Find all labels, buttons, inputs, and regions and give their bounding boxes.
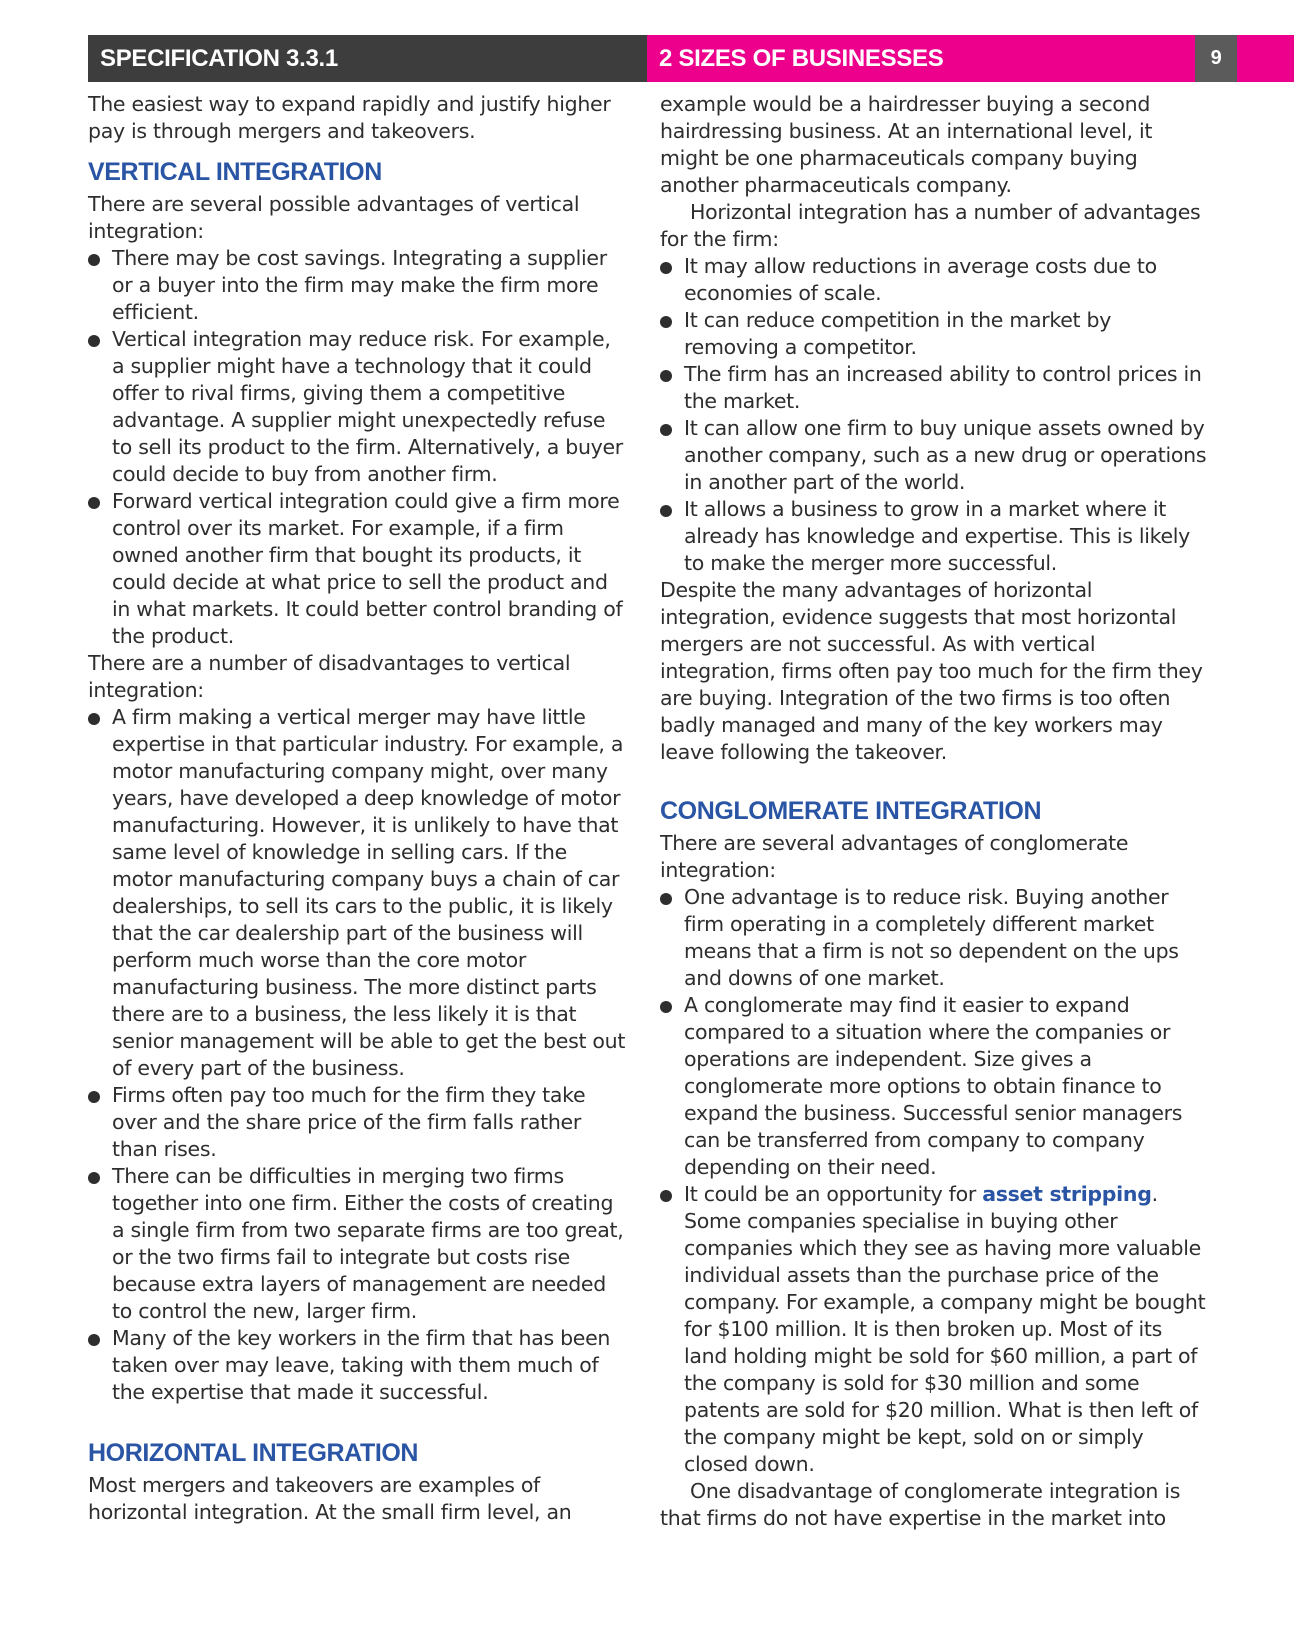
- list-item: There can be difficulties in merging two firms together into one firm. Either the costs of creating a single firm from two separate firms are too great, or the two firms fail to integrate but costs rise because extra layers of management are needed to control the new, larger firm.: [88, 1163, 628, 1325]
- page-number: 9: [1195, 35, 1237, 82]
- horizontal-advantages-list: [660, 253, 1210, 577]
- intro-paragraph: The easiest way to expand rapidly and justify higher pay is through mergers and takeovers.: [88, 92, 611, 143]
- list-item: Forward vertical integration could give a firm more control over its market. For example, if a firm owned another firm that bought its products, it could decide at what price to sell the product and in what markets. It could better control branding of the product.: [88, 488, 628, 650]
- horizontal-intro-paragraph: Most mergers and takeovers are examples of horizontal integration. At the small firm level, an: [88, 1473, 572, 1524]
- asset-stripping-pre: It could be an opportunity for: [684, 1182, 983, 1206]
- specification-label: SPECIFICATION 3.3.1: [88, 35, 647, 82]
- vertical-integration-heading: VERTICAL INTEGRATION: [88, 158, 382, 186]
- list-item: There may be cost savings. Integrating a supplier or a buyer into the firm may make the firm more efficient.: [88, 245, 628, 326]
- list-item: It can reduce competition in the market by removing a competitor.: [660, 307, 1210, 361]
- vertical-disadvantages-list: [88, 704, 628, 1406]
- right-column: [660, 91, 1210, 1532]
- chapter-title: [647, 35, 1294, 82]
- list-item: One advantage is to reduce risk. Buying another firm operating in a completely different market means that a firm is not so dependent on the ups and downs of one market.: [660, 884, 1210, 992]
- vertical-disadvantages-intro: There are a number of disadvantages to vertical integration:: [88, 651, 571, 702]
- list-item: It allows a business to grow in a market where it already has knowledge and expertise. This is likely to make the merger more successful.: [660, 496, 1210, 577]
- horizontal-continued-paragraph: example would be a hairdresser buying a second hairdressing business. At an international level, it might be one pharmaceuticals company buying another pharmaceuticals company.: [660, 92, 1153, 197]
- vertical-advantages-intro: There are several possible advantages of vertical integration:: [88, 192, 580, 243]
- horizontal-advantages-intro: Horizontal integration has a number of advantages for the firm:: [660, 200, 1201, 251]
- list-item: The firm has an increased ability to control prices in the market.: [660, 361, 1210, 415]
- list-item: Many of the key workers in the firm that has been taken over may leave, taking with them much of the expertise that made it successful.: [88, 1325, 628, 1406]
- conglomerate-advantages-intro: There are several advantages of conglomerate integration:: [660, 831, 1129, 882]
- list-item: Vertical integration may reduce risk. For example, a supplier might have a technology that it could offer to rival firms, giving them a competitive advantage. A supplier might unexpectedly refuse to sell its product to the firm. Alternatively, a buyer could decide to buy from another firm.: [88, 326, 628, 488]
- list-item: A firm making a vertical merger may have little expertise in that particular industry. For example, a motor manufacturing company might, over many years, have developed a deep knowledge of motor manufacturing. However, it is unlikely to have that same level of knowledge in selling cars. If the motor manufacturing company buys a chain of car dealerships, to sell its cars to the public, it is likely that the car dealership part of the business will perform much worse than the core motor manufacturing business. The more distinct parts there are to a business, the less likely it is that senior management will be able to get the best out of every part of the business.: [88, 704, 628, 1082]
- list-item: It can allow one firm to buy unique assets owned by another company, such as a new drug or operations in another part of the world.: [660, 415, 1210, 496]
- conglomerate-advantages-list: [660, 884, 1210, 1478]
- horizontal-integration-heading: HORIZONTAL INTEGRATION: [88, 1439, 419, 1467]
- vertical-advantages-list: [88, 245, 628, 650]
- asset-stripping-term: asset stripping: [982, 1182, 1152, 1206]
- list-item: [660, 1181, 1210, 1478]
- chapter-title-text: 2 SIZES OF BUSINESSES: [659, 44, 944, 72]
- list-item: Firms often pay too much for the firm they take over and the share price of the firm falls rather than rises.: [88, 1082, 628, 1163]
- page-header: [88, 35, 1294, 82]
- list-item: It may allow reductions in average costs due to economies of scale.: [660, 253, 1210, 307]
- horizontal-despite-paragraph: Despite the many advantages of horizontal integration, evidence suggests that most horizontal mergers are not successful. As with vertical integration, firms often pay too much for the firm they are buying. Integration of the two firms is too often badly managed and many of the key workers may leave following the takeover.: [660, 578, 1203, 764]
- asset-stripping-post: . Some companies specialise in buying other companies which they see as having more valuable individual assets than the purchase price of the company. For example, a company might be bought for $100 million. It is then broken up. Most of its land holding might be sold for $60 million, a part of the company is sold for $30 million and some patents are sold for $20 million. What is then left of the company might be kept, sold on or simply closed down.: [684, 1182, 1206, 1476]
- conglomerate-integration-heading: CONGLOMERATE INTEGRATION: [660, 797, 1042, 825]
- conglomerate-disadvantage-paragraph: One disadvantage of conglomerate integration is that firms do not have expertise in the market into: [660, 1479, 1181, 1530]
- left-column: [88, 91, 628, 1526]
- list-item: A conglomerate may find it easier to expand compared to a situation where the companies or operations are independent. Size gives a conglomerate more options to obtain finance to expand the business. Successful senior managers can be transferred from company to company depending on their need.: [660, 992, 1210, 1181]
